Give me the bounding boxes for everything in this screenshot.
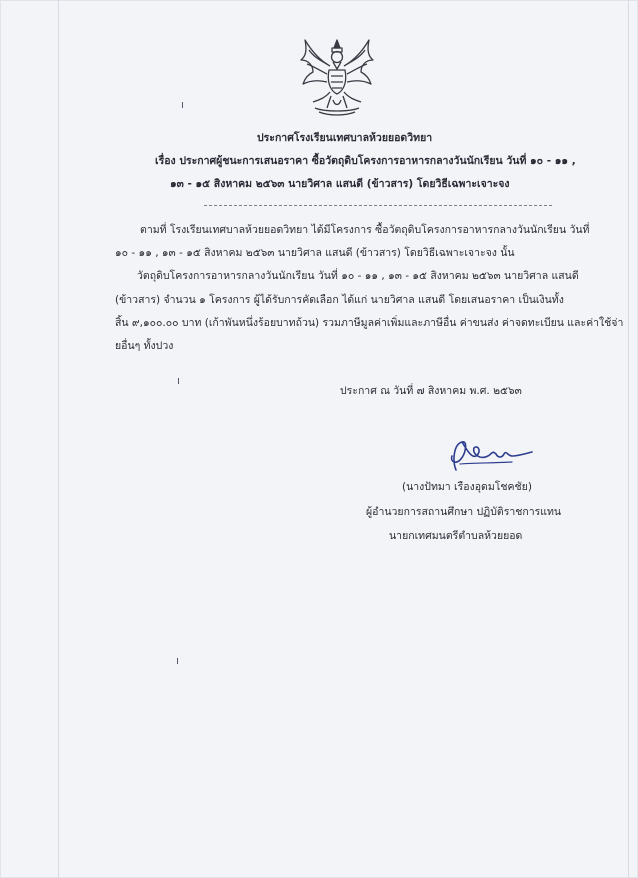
signer-position-2: นายกเทศมนตรีตำบลห้วยยอด xyxy=(389,530,523,542)
body-line-3: วัตถุดิบโครงการอาหารกลางวันนักเรียน วันที่ ๑๐ - ๑๑ , ๑๓ - ๑๕ สิงหาคม ๒๕๖๓ นายวิศาล แสนดี xyxy=(137,270,579,282)
body-line-1: ตามที่ โรงเรียนเทศบาลห้วยยอดวิทยา ได้มีโครงการ ซื้อวัตถุดิบโครงการอาหารกลางวันนักเรียน วันที่ xyxy=(140,224,590,236)
announcement-date: ประกาศ ณ วันที่ ๗ สิงหาคม พ.ศ. ๒๕๖๓ xyxy=(340,385,522,397)
scan-mark xyxy=(177,658,178,664)
signature-image xyxy=(442,436,542,474)
header-divider xyxy=(204,205,552,206)
scan-mark xyxy=(182,102,183,108)
body-line-2: ๑๐ - ๑๑ , ๑๓ - ๑๕ สิงหาคม ๒๕๖๓ นายวิศาล แสนดี (ข้าวสาร) โดยวิธีเฉพาะเจาะจง นั้น xyxy=(115,247,515,259)
garuda-emblem-icon xyxy=(297,36,377,118)
margin-line-left xyxy=(58,0,59,878)
body-line-5: สิ้น ๙,๑๐๐.๐๐ บาท (เก้าพันหนึ่งร้อยบาทถ้วน) รวมภาษีมูลค่าเพิ่มและภาษีอื่น ค่าขนส่ง ค่าจดทะเบียน และค่าใช้จ่า xyxy=(115,317,624,329)
signer-position-1: ผู้อำนวยการสถานศึกษา ปฏิบัติราชการแทน xyxy=(366,506,562,518)
scan-mark xyxy=(178,378,179,384)
subject-line-2: ๑๓ - ๑๕ สิงหาคม ๒๕๖๓ นายวิศาล แสนดี (ข้าวสาร) โดยวิธีเฉพาะเจาะจง xyxy=(170,178,510,190)
subject-line-1: เรื่อง ประกาศผู้ชนะการเสนอราคา ซื้อวัตถุดิบโครงการอาหารกลางวันนักเรียน วันที่ ๑๐ - ๑๑ , xyxy=(155,155,576,167)
body-line-4: (ข้าวสาร) จำนวน ๑ โครงการ ผู้ได้รับการคัดเลือก ได้แก่ นายวิศาล แสนดี โดยเสนอราคา เป็นเงินทั้ง xyxy=(115,294,564,306)
margin-line-right xyxy=(628,0,629,878)
body-line-6: ยอื่นๆ ทั้งปวง xyxy=(115,340,174,352)
signer-name: (นางปัทมา เรืองอุดมโชคชัย) xyxy=(402,481,532,493)
announcement-title: ประกาศโรงเรียนเทศบาลห้วยยอดวิทยา xyxy=(257,132,433,144)
